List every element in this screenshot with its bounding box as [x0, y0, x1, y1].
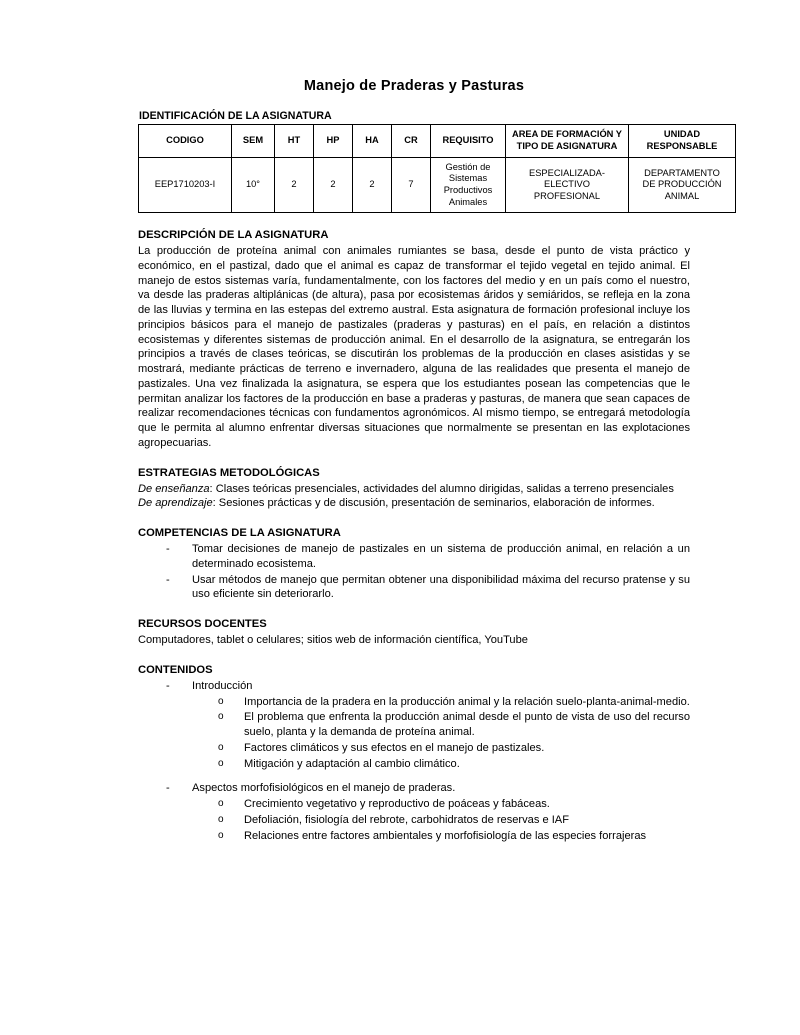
competencias-list: [138, 542, 690, 602]
list-item: [166, 781, 690, 843]
area-header-line1: AREA DE FORMACIÓN Y: [511, 129, 623, 140]
column-header-ha: HA: [353, 125, 392, 158]
column-header-area-formacion: [506, 125, 629, 158]
area-line-1: ESPECIALIZADA-: [529, 167, 605, 178]
requisito-line-1: Gestión de: [445, 161, 491, 172]
ensenanza-text: : Clases teóricas presenciales, actividades del alumno dirigidas, salidas a terreno presenciales: [209, 482, 674, 495]
column-header-codigo: CODIGO: [139, 125, 232, 158]
column-header-requisito: REQUISITO: [431, 125, 506, 158]
column-header-ht: HT: [275, 125, 314, 158]
competencias-heading: COMPETENCIAS DE LA ASIGNATURA: [138, 527, 341, 539]
cell-hp: 2: [314, 158, 353, 213]
cell-codigo: EEP1710203-I: [139, 158, 232, 213]
list-item: o El problema que enfrenta la producción animal desde el punto de vista de uso del recurso suelo, planta y la demanda de proteína animal.: [218, 710, 690, 740]
area-header-line2: TIPO DE ASIGNATURA: [516, 141, 618, 151]
recursos-text: Computadores, tablet o celulares; sitios web de información científica, YouTube: [138, 634, 528, 646]
requisito-line-4: Animales: [448, 196, 488, 207]
cell-sem: 10°: [232, 158, 275, 213]
cell-ht: 2: [275, 158, 314, 213]
aprendizaje-text: : Sesiones prácticas y de discusión, presentación de seminarios, elaboración de informes.: [212, 497, 655, 510]
unidad-header-line2: RESPONSABLE: [646, 141, 718, 151]
column-header-cr: CR: [392, 125, 431, 158]
area-line-2: ELECTIVO: [544, 179, 590, 190]
contenidos-list: [138, 679, 690, 844]
aprendizaje-label: De aprendizaje: [138, 497, 213, 510]
list-item: - Tomar decisiones de manejo de pastizales en un sistema de producción animal, en relación a un determinado ecosistema.: [166, 542, 690, 572]
contenidos-group-label: Aspectos morfofisiológicos en el manejo de praderas.: [192, 782, 456, 795]
cell-requisito: [431, 158, 506, 213]
descripcion-text: La producción de proteína animal con animales rumiantes se basa, desde el punto de vista práctico y económico, en el pastizal, dado que el animal es capaz de transformar el tejido vegetal en tejido animal. El manejo de estos sistemas varía, fundamentalmente, con los factores del medio y en un país como el nuestro, va desde las praderas altiplánicas (de altura), pasa por ecosistemas áridos y semiáridos, se refleja en la zona de las lluvias y termina en las estepas del extremo austral. Esta asignatura de formación profesional incluye los principios básicos para el manejo de pastizales (praderas y pasturas) en el país, en relación a distintos ecosistemas y diferentes sistemas de producción animal. En el desarrollo de la asignatura, se entregarán los principios a través de clases teóricas, se discutirán los problemas de la producción en clases asistidas y se mostrará, mediante prácticas de terreno e invernadero, alguna de las realidades que presenta el manejo de pastizales. Una vez finalizada la asignatura, se espera que los estudiantes posean las competencias que le permitan analizar los factores de la producción en base a praderas y pasturas, de manera que sean capaces de realizar recomendaciones técnicas con fundamentos agronómicos. Al mismo tiempo, se entregará metodología que le permita al alumno enfrentar diversas situaciones que normalmente se presentan en las explotaciones agropecuarias.: [138, 245, 690, 449]
requisito-line-2: Sistemas: [448, 173, 488, 184]
list-item: - Usar métodos de manejo que permitan obtener una disponibilidad máxima del recurso pratense y su uso eficiente sin deteriorarlo.: [166, 573, 690, 603]
list-item: o Defoliación, fisiología del rebrote, carbohidratos de reservas e IAF: [218, 813, 690, 828]
cell-cr: 7: [392, 158, 431, 213]
section-contenidos: [138, 664, 690, 844]
section-descripcion: [138, 229, 690, 451]
area-line-3: PROFESIONAL: [533, 190, 601, 201]
list-item: [166, 679, 690, 772]
list-item: o Crecimiento vegetativo y reproductivo de poáceas y fabáceas.: [218, 797, 690, 812]
section-competencias: [138, 527, 690, 602]
unidad-line-3: ANIMAL: [664, 190, 700, 201]
section-recursos: [138, 618, 690, 648]
page-title: Manejo de Praderas y Pasturas: [303, 78, 525, 94]
estrategias-heading: ESTRATEGIAS METODOLÓGICAS: [138, 466, 320, 479]
cell-area-formacion: [506, 158, 629, 213]
contenidos-heading: CONTENIDOS: [138, 663, 213, 676]
unidad-header-line1: UNIDAD: [663, 129, 701, 140]
contenidos-sublist: [192, 797, 690, 843]
identification-table: [138, 124, 736, 213]
column-header-unidad-responsable: [629, 125, 736, 158]
contenidos-group-label: Introducción: [192, 679, 253, 692]
cell-ha: 2: [353, 158, 392, 213]
estrategias-ensenanza: [138, 482, 690, 497]
unidad-line-1: DEPARTAMENTO: [644, 167, 720, 178]
ensenanza-label: De enseñanza: [138, 482, 210, 495]
list-item: o Mitigación y adaptación al cambio climático.: [218, 757, 690, 772]
requisito-line-3: Productivos: [443, 185, 493, 195]
identification-heading: IDENTIFICACIÓN DE LA ASIGNATURA: [139, 110, 332, 122]
recursos-heading: RECURSOS DOCENTES: [138, 618, 267, 630]
contenidos-sublist: [192, 695, 690, 772]
list-item: o Factores climáticos y sus efectos en el manejo de pastizales.: [218, 741, 690, 756]
list-item: o Importancia de la pradera en la producción animal y la relación suelo-planta-animal-medio.: [218, 695, 690, 710]
table-row: [139, 158, 736, 213]
cell-unidad-responsable: [629, 158, 736, 213]
column-header-sem: SEM: [232, 125, 275, 158]
column-header-hp: HP: [314, 125, 353, 158]
unidad-line-2: DE PRODUCCIÓN: [642, 179, 722, 190]
descripcion-heading: DESCRIPCIÓN DE LA ASIGNATURA: [138, 229, 329, 241]
estrategias-aprendizaje: [138, 496, 690, 511]
list-item: o Relaciones entre factores ambientales y morfofisiología de las especies forrajeras: [218, 829, 690, 844]
section-estrategias: [138, 467, 690, 512]
table-header-row: [139, 125, 736, 158]
